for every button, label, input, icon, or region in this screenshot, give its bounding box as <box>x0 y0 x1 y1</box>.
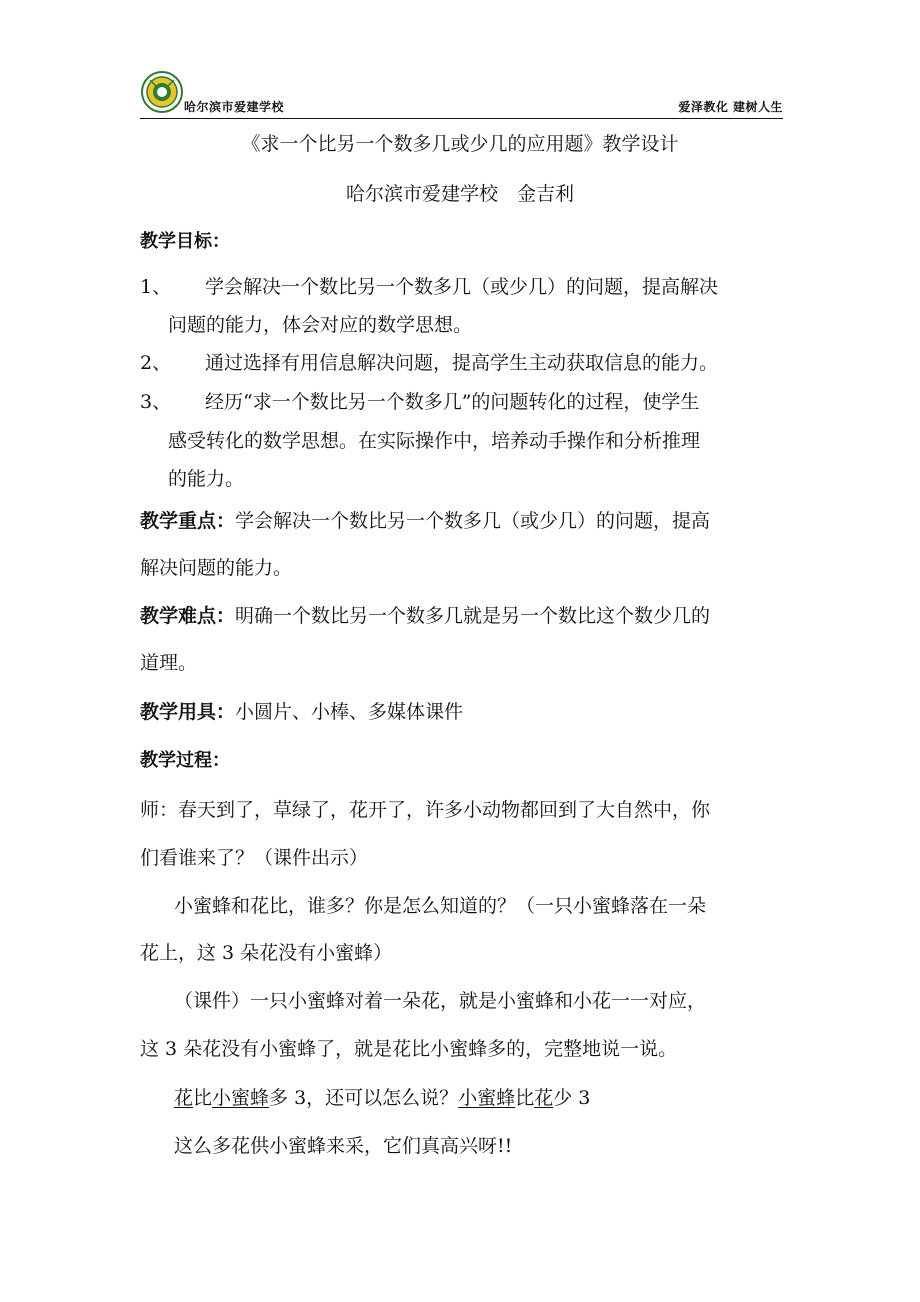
p4-word-than: 比 <box>193 1087 213 1109</box>
objective-3-number: 3、 <box>140 391 172 413</box>
process-p1-line1: 师：春天到了，草绿了，花开了，许多小动物都回到了大自然中，你 <box>140 799 711 821</box>
difficulty-text: 明确一个数比另一个数多几就是另一个数比这个数少几的 <box>235 605 711 627</box>
page-header <box>140 68 783 118</box>
header-school-name: 哈尔滨市爱建学校 <box>184 100 285 114</box>
process-heading: 教学过程： <box>140 750 230 771</box>
objective-1-number: 1、 <box>140 276 172 298</box>
process-p5-line: 这么多花供小蜜蜂来采，它们真高兴呀!! <box>174 1135 513 1157</box>
process-p2-line2: 花上，这 3 朵花没有小蜜蜂） <box>140 942 393 964</box>
difficulty-line2: 道理。 <box>140 652 198 674</box>
key-point-line2: 解决问题的能力。 <box>140 557 293 579</box>
objective-2-number: 2、 <box>140 352 172 374</box>
key-point-label: 教学重点： <box>140 510 236 532</box>
p4-word-flower: 花 <box>174 1087 194 1109</box>
objective-2-line1: 通过选择有用信息解决问题，提高学生主动获取信息的能力。 <box>205 352 719 374</box>
p4-word-more: 多 3，还可以怎么说？ <box>269 1087 459 1109</box>
process-p3-line1: （课件）一只小蜜蜂对着一朵花，就是小蜜蜂和小花一一对应， <box>174 990 707 1012</box>
header-divider <box>140 118 783 119</box>
p4-word-less: 少 3 <box>553 1087 591 1109</box>
objectives-heading: 教学目标： <box>140 231 230 252</box>
objective-1-line1: 学会解决一个数比另一个数多几（或少几）的问题，提高解决 <box>205 276 719 298</box>
objective-3-line2: 感受转化的数学思想。在实际操作中，培养动手操作和分析推理 <box>168 430 701 452</box>
p4-word-bee-2: 小蜜蜂 <box>458 1087 516 1109</box>
key-point-text: 学会解决一个数比另一个数多几（或少几）的问题，提高 <box>235 510 711 532</box>
document-title: 《求一个比另一个数多几或少几的应用题》教学设计 <box>241 133 679 155</box>
process-p1-line2: 们看谁来了？（课件出示） <box>140 847 369 869</box>
objective-1-line2: 问题的能力，体会对应的数学思想。 <box>168 314 473 336</box>
difficulty-label: 教学难点： <box>140 605 236 627</box>
school-logo-icon <box>140 70 184 114</box>
objective-3-line3: 的能力。 <box>168 468 245 490</box>
tools-label: 教学用具： <box>140 701 236 723</box>
tools-text: 小圆片、小棒、多媒体课件 <box>235 701 464 723</box>
key-point-line1 <box>140 508 710 534</box>
objective-3-line1: 经历“求一个数比另一个数多几”的问题转化的过程，使学生 <box>205 391 700 413</box>
header-motto: 爱泽教化 建树人生 <box>678 100 783 114</box>
p4-word-bee: 小蜜蜂 <box>212 1087 270 1109</box>
p4-word-flower-2: 花 <box>534 1087 554 1109</box>
process-p3-line2: 这 3 朵花没有小蜜蜂了，就是花比小蜜蜂多的，完整地说一说。 <box>140 1038 678 1060</box>
p4-word-than-2: 比 <box>515 1087 535 1109</box>
document-author: 哈尔滨市爱建学校 金吉利 <box>345 183 574 205</box>
tools-line <box>140 699 463 725</box>
process-p4-line <box>174 1085 590 1111</box>
difficulty-line1 <box>140 603 710 629</box>
process-p2-line1: 小蜜蜂和花比，谁多？你是怎么知道的？（一只小蜜蜂落在一朵 <box>174 895 707 917</box>
